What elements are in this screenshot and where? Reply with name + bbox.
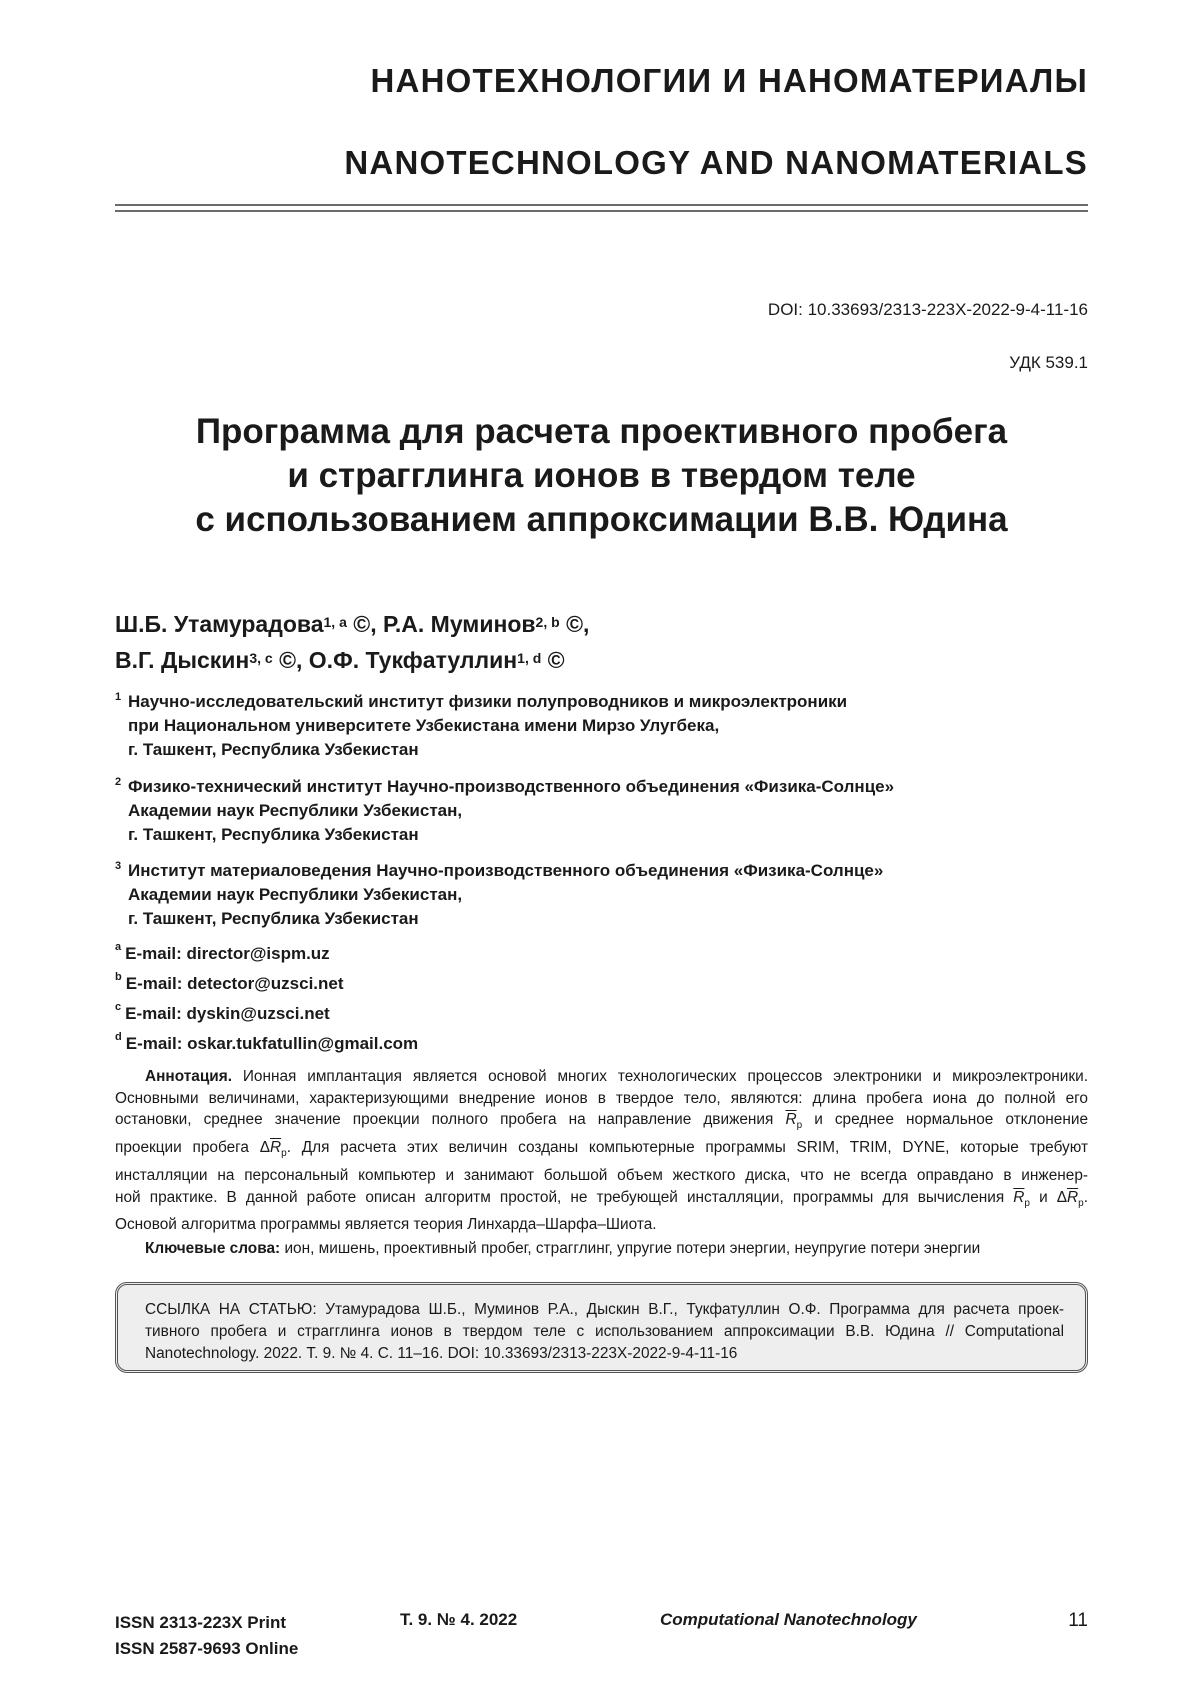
header-rule-top [115, 204, 1088, 206]
keywords-text: ион, мишень, проективный пробег, страгглинг, упругие потери энергии, неупругие потери энергии [284, 1240, 981, 1257]
copyright-icon: © [353, 611, 371, 637]
symbol-r-mean: $\overline{R}$ [1013, 1188, 1025, 1206]
abstract-line [115, 1066, 1088, 1088]
abstract-line: инсталляции на персональный компьютер и занимают большой объем жесткого диска, что не всегда оправдано в инженер- [115, 1166, 1088, 1184]
footer-issn [115, 1610, 298, 1662]
affiliation-line: Институт материаловедения Научно-производственного объединения «Физика-Солнце» [128, 861, 884, 880]
author-separator: , [583, 611, 590, 637]
issn-print: ISSN 2313-223X Print [115, 1613, 287, 1632]
abstract-line: ной практике. В данной работе описан алгоритм простой, не требующей инсталляции, программы для вычисления $\overline{R}_p$ и $\Delta\overline{R}_p$. [115, 1188, 1088, 1209]
affiliation-number: 1 [115, 691, 122, 703]
citation-line: тивного пробега и страгглинга ионов в твердом теле с использованием аппроксимации В.В. Юдина // Computational [145, 1323, 1064, 1340]
abstract-label: Аннотация. [145, 1068, 233, 1085]
symbol-r-mean: $\overline{R}$ [785, 1111, 797, 1129]
abstract-line [115, 1137, 1088, 1165]
email-sup: a [115, 941, 122, 953]
author-name: В.Г. Дыскин [115, 647, 250, 673]
abstract-text: остановки, среднее значение проекции полного пробега на направление движения [115, 1111, 774, 1129]
title-line: с использованием аппроксимации В.В. Юдина [195, 500, 1008, 539]
symbol-r-mean: $\overline{R}$ [270, 1139, 282, 1157]
author-name: Р.А. Муминов [382, 611, 536, 637]
author-affiliation-sup: 3, c [249, 650, 273, 666]
author-affiliation-sup: 1, d [517, 650, 542, 666]
email-text[interactable]: E-mail: detector@uzsci.net [125, 974, 344, 993]
doi: DOI: 10.33693/2313-223X-2022-9-4-11-16 [767, 300, 1088, 319]
affiliation-line: Физико-технический институт Научно-производственного объединения «Физика-Солнце» [128, 777, 895, 796]
symbol-r-mean: $\overline{R}$ [1067, 1188, 1079, 1206]
email-c [115, 1001, 330, 1024]
header-rule-bottom [115, 210, 1088, 212]
symbol-subscript: p [1024, 1197, 1030, 1209]
abstract-text: ной практике. В данной работе описан алгоритм простой, не требующей инсталляции, программы для вычисления [115, 1188, 1005, 1206]
issn-online: ISSN 2587-9693 Online [115, 1639, 299, 1658]
section-title-en: NANOTECHNOLOGY AND NANOMATERIALS [344, 144, 1088, 181]
affiliation-1 [115, 690, 847, 762]
abstract-text: . Для расчета этих величин созданы компьютерные программы SRIM, TRIM, DYNE, которые требуют [286, 1139, 1088, 1157]
affiliation-number: 2 [115, 776, 122, 788]
affiliation-line: Академии наук Республики Узбекистан, [128, 885, 463, 904]
symbol-subscript: p [1078, 1197, 1084, 1209]
author-affiliation-sup: 2, b [535, 614, 560, 630]
abstract-text: проекции пробега [115, 1139, 249, 1157]
abstract-line: Основой алгоритма программы является теория Линхарда–Шарфа–Шиота. [115, 1216, 657, 1234]
symbol-delta: Δ [1056, 1188, 1068, 1206]
citation-line: Nanotechnology. 2022. Т. 9. № 4. С. 11–16. DOI: 10.33693/2313-223X-2022-9-4-11-16 [145, 1345, 738, 1362]
symbol-subscript: p [796, 1120, 803, 1132]
udk: УДК 539.1 [1009, 353, 1088, 372]
abstract-text: и среднее нормальное отклонение [814, 1111, 1089, 1129]
symbol-subscript: p [281, 1148, 287, 1160]
email-text[interactable]: E-mail: oskar.tukfatullin@gmail.com [125, 1034, 419, 1053]
copyright-icon: © [279, 647, 297, 673]
keywords [145, 1240, 980, 1258]
email-d [115, 1031, 419, 1054]
affiliation-line: г. Ташкент, Республика Узбекистан [128, 909, 419, 928]
email-text[interactable]: E-mail: director@ispm.uz [125, 944, 330, 963]
affiliation-2 [115, 775, 894, 847]
article-title [115, 410, 1088, 542]
citation-box [115, 1282, 1088, 1373]
abstract-line [115, 1109, 1088, 1137]
affiliation-3 [115, 859, 883, 931]
email-sup: b [115, 971, 122, 983]
author-separator: , [296, 647, 309, 673]
affiliation-line: г. Ташкент, Республика Узбекистан [128, 740, 419, 759]
email-b [115, 971, 344, 994]
affiliation-line: г. Ташкент, Республика Узбекистан [128, 825, 419, 844]
affiliation-line: при Национальном университете Узбекистана имени Мирзо Улугбека, [128, 716, 720, 735]
citation-line: ССЫЛКА НА СТАТЬЮ: Утамурадова Ш.Б., Муминов Р.А., Дыскин В.Г., Тукфатуллин О.Ф. Программа для расчета проек- [145, 1301, 1064, 1318]
author-affiliation-sup: 1, a [323, 614, 347, 630]
abstract-line: Основными величинами, характеризующими внедрение ионов в твердое тело, являются: длина пробега иона до полной его [115, 1089, 1088, 1107]
copyright-icon: © [566, 611, 584, 637]
footer-journal: Computational Nanotechnology [660, 1610, 917, 1629]
affiliation-number: 3 [115, 860, 122, 872]
symbol-delta: Δ [259, 1139, 270, 1157]
abstract-text: Ионная имплантация является основой многих технологических процессов электроники и микроэлектроники. [242, 1068, 1088, 1085]
section-title-ru: НАНОТЕХНОЛОГИИ И НАНОМАТЕРИАЛЫ [370, 62, 1088, 99]
affiliation-line: Академии наук Республики Узбекистан, [128, 801, 463, 820]
affiliation-line: Научно-исследовательский институт физики полупроводников и микроэлектроники [128, 692, 848, 711]
email-text[interactable]: E-mail: dyskin@uzsci.net [125, 1004, 330, 1023]
author-name: О.Ф. Тукфатуллин [308, 647, 518, 673]
keywords-label: Ключевые слова: [145, 1240, 281, 1257]
authors-line [115, 642, 589, 678]
authors [115, 606, 589, 678]
page-number: 11 [1068, 1610, 1088, 1631]
title-line: Программа для расчета проективного пробега [195, 412, 1008, 451]
copyright-icon: © [547, 647, 565, 673]
author-name: Ш.Б. Утамурадова [115, 611, 324, 637]
title-line: и страгглинга ионов в твердом теле [287, 456, 916, 495]
abstract [115, 1066, 1088, 1236]
authors-line [115, 606, 589, 642]
abstract-text: и [1039, 1188, 1048, 1206]
email-sup: c [115, 1001, 122, 1013]
author-separator: , [370, 611, 383, 637]
email-sup: d [115, 1031, 122, 1043]
email-a [115, 941, 330, 964]
footer-volume: Т. 9. № 4. 2022 [400, 1610, 518, 1629]
